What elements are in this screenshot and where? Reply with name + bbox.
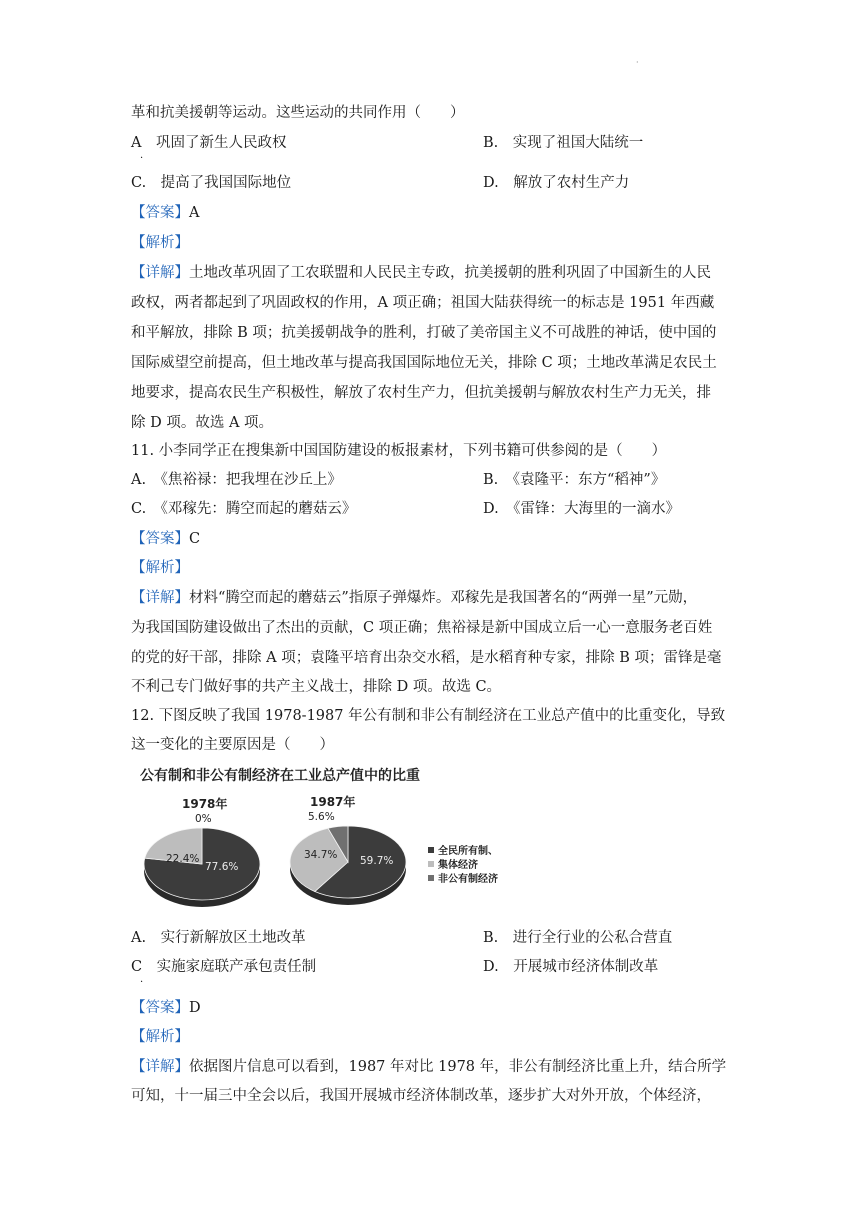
q11-answer: C: [189, 531, 201, 547]
legend-entry: 集体经济: [438, 860, 478, 871]
pie-chart-svg: [140, 762, 540, 912]
detail-tag: 【详解】: [131, 1059, 189, 1075]
q12-answer: D: [189, 1000, 201, 1016]
legend-entry: 全民所有制、: [438, 846, 498, 857]
pie-value-label: 34.7%: [304, 849, 338, 861]
pie-value-label: 0%: [195, 813, 212, 825]
q10-answer: A: [189, 205, 200, 221]
q11-detail-line-3: 的党的好干部，排除 A 项；袁隆平培育出杂交水稻，是水稻育种专家，排除 B 项；雷锋是毫: [131, 650, 722, 666]
q10-option-a: A 巩固了新生人民政权: [131, 135, 287, 151]
q11-detail-line-1: [131, 588, 697, 608]
q11-stem: 11. 小李同学正在搜集新中国国防建设的板报素材，下列书籍可供参阅的是（ ）: [131, 443, 667, 459]
q10-detail-text-1: 土地改革巩固了工农联盟和人民民主专政，抗美援朝的胜利巩固了中国新生的人民: [189, 265, 711, 281]
q10-analysis-tag: 【解析】: [131, 235, 189, 251]
q12-detail-line-2: 可知，十一届三中全会以后，我国开展城市经济体制改革，逐步扩大对外开放，个体经济，: [131, 1088, 711, 1104]
q10-detail-line-4: 国际威望空前提高，但土地改革与提高我国国际地位无关，排除 C 项；土地改革满足农民土: [131, 355, 717, 371]
stray-dot: ·: [140, 153, 144, 164]
q10-answer-line: [131, 203, 199, 223]
q10-detail-line-5: 地要求，提高农民生产积极性，解放了农村生产力，但抗美援朝与解放农村生产力无关，排: [131, 385, 711, 401]
pie-value-label: 77.6%: [205, 861, 239, 873]
q11-answer-line: [131, 529, 200, 549]
q12-analysis-tag: 【解析】: [131, 1029, 189, 1045]
pie-year-label: 1987年: [310, 795, 356, 809]
stray-dot: ·: [140, 977, 144, 988]
legend-swatch: [428, 861, 434, 867]
q12-detail-text-1: 依据图片信息可以看到，1987 年对比 1978 年，非公有制经济比重上升，结合所学: [189, 1059, 727, 1075]
answer-tag: 【答案】: [131, 1000, 189, 1016]
q10-option-d: D. 解放了农村生产力: [483, 175, 630, 191]
q10-detail-line-1: [131, 263, 711, 283]
q12-answer-line: [131, 998, 201, 1018]
q10-detail-line-3: 和平解放，排除 B 项；抗美援朝战争的胜利，打破了美帝国主义不可战胜的神话，使中国的: [131, 325, 717, 341]
q12-option-a: A. 实行新解放区土地改革: [131, 930, 306, 946]
legend-entry: 非公有制经济: [438, 874, 498, 885]
q10-stem-tail: 革和抗美援朝等运动。这些运动的共同作用（ ）: [131, 105, 465, 121]
answer-tag: 【答案】: [131, 531, 189, 547]
pie-value-label: 5.6%: [308, 811, 335, 823]
q10-detail-line-2: 政权，两者都起到了巩固政权的作用，A 项正确；祖国大陆获得统一的标志是 1951 年西藏: [131, 295, 715, 311]
legend-swatch: [428, 847, 434, 853]
q11-analysis-tag: 【解析】: [131, 560, 189, 576]
chart-title: 公有制和非公有制经济在工业总产值中的比重: [140, 768, 420, 784]
pie-year-label: 1978年: [182, 797, 228, 811]
q12-option-d: D. 开展城市经济体制改革: [483, 959, 659, 975]
q10-detail-line-6: 除 D 项。故选 A 项。: [131, 415, 274, 431]
q11-option-d: D. 《雷锋：大海里的一滴水》: [483, 501, 680, 517]
q12-detail-line-1: [131, 1057, 726, 1077]
page-mark: ·: [636, 58, 639, 67]
q12-stem-line-1: 12. 下图反映了我国 1978-1987 年公有制和非公有制经济在工业总产值中的比重变化，导致: [131, 708, 726, 724]
q11-option-a: A. 《焦裕禄：把我埋在沙丘上》: [131, 472, 342, 488]
q10-option-c: C. 提高了我国国际地位: [131, 175, 292, 191]
q12-stem-line-2: 这一变化的主要原因是（ ）: [131, 737, 334, 753]
q11-option-c: C. 《邓稼先：腾空而起的蘑菇云》: [131, 501, 357, 517]
legend-swatch: [428, 875, 434, 881]
detail-tag: 【详解】: [131, 265, 189, 281]
q12-option-b: B. 进行全行业的公私合营直: [483, 930, 673, 946]
pie-value-label: 22.4%: [166, 853, 200, 865]
q12-option-c: C 实施家庭联产承包责任制: [131, 959, 317, 975]
pie-value-label: 59.7%: [360, 855, 394, 867]
detail-tag: 【详解】: [131, 590, 189, 606]
answer-tag: 【答案】: [131, 205, 189, 221]
pie-chart-figure: [140, 762, 540, 912]
q10-option-b: B. 实现了祖国大陆统一: [483, 135, 644, 151]
q11-detail-line-2: 为我国国防建设做出了杰出的贡献，C 项正确；焦裕禄是新中国成立后一心一意服务老百姓: [131, 620, 713, 636]
q11-detail-line-4: 不利己专门做好事的共产主义战士，排除 D 项。故选 C。: [131, 679, 502, 695]
q11-option-b: B. 《袁隆平：东方“稻神”》: [483, 472, 666, 488]
q11-detail-text-1: 材料“腾空而起的蘑菇云”指原子弹爆炸。邓稼先是我国著名的“两弹一星”元勋，: [189, 590, 698, 606]
